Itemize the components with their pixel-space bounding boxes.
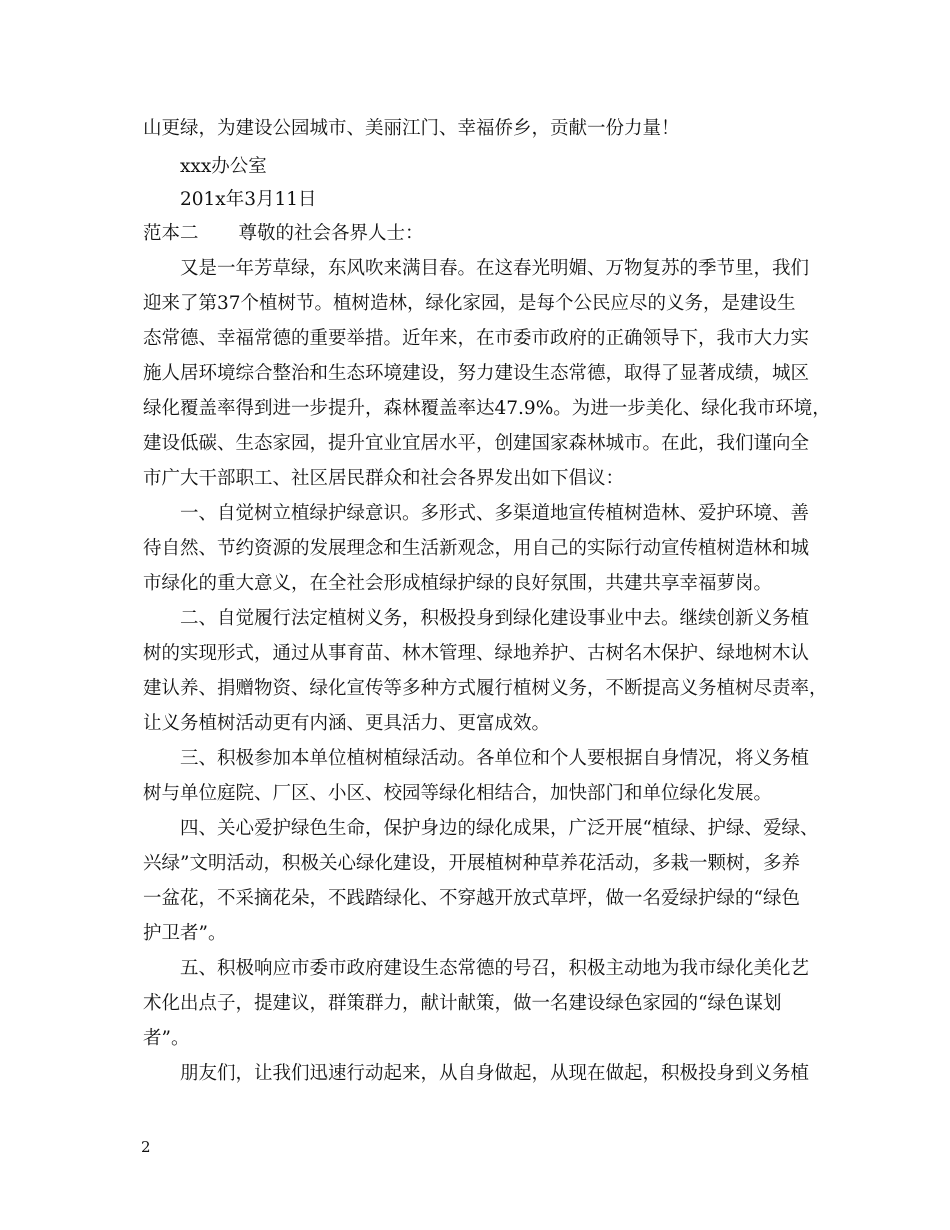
paragraph-line: 建认养、捐赠物资、绿化宣传等多种方式履行植树义务，不断提高义务植树尽责率， (143, 678, 828, 699)
paragraph-line: 又是一年芳草绿，东风吹来满目春。在这春光明媚、万物复苏的季节里，我们 (180, 258, 810, 279)
paragraph-line: 一盆花，不采摘花朵，不践踏绿化、不穿越开放式草坪，做一名爱绿护绿的“绿色 (143, 888, 800, 909)
paragraph-line: 施人居环境综合整治和生态环境建设，努力建设生态常德，取得了显著成绩，城区 (143, 363, 810, 384)
signature-date: 201x年3月11日 (180, 189, 317, 210)
paragraph-line: 一、自觉树立植绿护绿意识。多形式、多渠道地宣传植树造林、爱护环境、善 (180, 503, 810, 524)
paragraph-line: 市广大干部职工、社区居民群众和社会各界发出如下倡议： (143, 468, 625, 489)
salutation: 尊敬的社会各界人士： (238, 223, 424, 244)
paragraph-line: 迎来了第37个植树节。植树造林，绿化家园，是每个公民应尽的义务，是建设生 (143, 293, 796, 314)
paragraph-line: 朋友们，让我们迅速行动起来，从自身做起，从现在做起，积极投身到义务植 (180, 1063, 810, 1084)
paragraph-line: 护卫者”。 (143, 923, 227, 944)
paragraph-line: 术化出点子，提建议，群策群力，献计献策，做一名建设绿色家园的“绿色谋划 (143, 993, 782, 1014)
paragraph-line: 兴绿”文明活动，积极关心绿化建设，开展植树种草养花活动，多栽一颗树，多养 (143, 853, 800, 874)
paragraph-line: 建设低碳、生态家园，提升宜业宜居水平，创建国家森林城市。在此，我们谨向全 (143, 433, 810, 454)
section-heading-line (143, 222, 833, 246)
paragraph-line: 四、关心爱护绿色生命，保护身边的绿化成果，广泛开展“植绿、护绿、爱绿、 (180, 818, 819, 839)
paragraph-line: 市绿化的重大意义，在全社会形成植绿护绿的良好氛围，共建共享幸福萝岗。 (143, 573, 773, 594)
paragraph-line: 待自然、节约资源的发展理念和生活新观念，用自己的实际行动宣传植树造林和城 (143, 538, 810, 559)
section-label: 范本二 (143, 223, 199, 244)
page-number: 2 (141, 1138, 151, 1156)
paragraph-line: 三、积极参加本单位植树植绿活动。各单位和个人要根据自身情况，将义务植 (180, 748, 810, 769)
paragraph-line: 五、积极响应市委市政府建设生态常德的号召，积极主动地为我市绿化美化艺 (180, 958, 810, 979)
paragraph-line: 树与单位庭院、厂区、小区、校园等绿化相结合，加快部门和单位绿化发展。 (143, 783, 773, 804)
paragraph-line: 态常德、幸福常德的重要举措。近年来，在市委市政府的正确领导下，我市大力实 (143, 328, 810, 349)
paragraph-line: 二、自觉履行法定植树义务，积极投身到绿化建设事业中去。继续创新义务植 (180, 608, 810, 629)
paragraph-line: 者”。 (143, 1028, 190, 1049)
paragraph-line: 让义务植树活动更有内涵、更具活力、更富成效。 (143, 713, 551, 734)
paragraph-line: 树的实现形式，通过从事育苗、林木管理、绿地养护、古树名木保护、绿地树木认 (143, 643, 810, 664)
text-line: 山更绿，为建设公园城市、美丽江门、幸福侨乡，贡献一份力量！ (143, 118, 680, 139)
signature-office: xxx办公室 (180, 156, 267, 177)
paragraph-line: 绿化覆盖率得到进一步提升，森林覆盖率达47.9%。为进一步美化、绿化我市环境， (143, 398, 831, 419)
